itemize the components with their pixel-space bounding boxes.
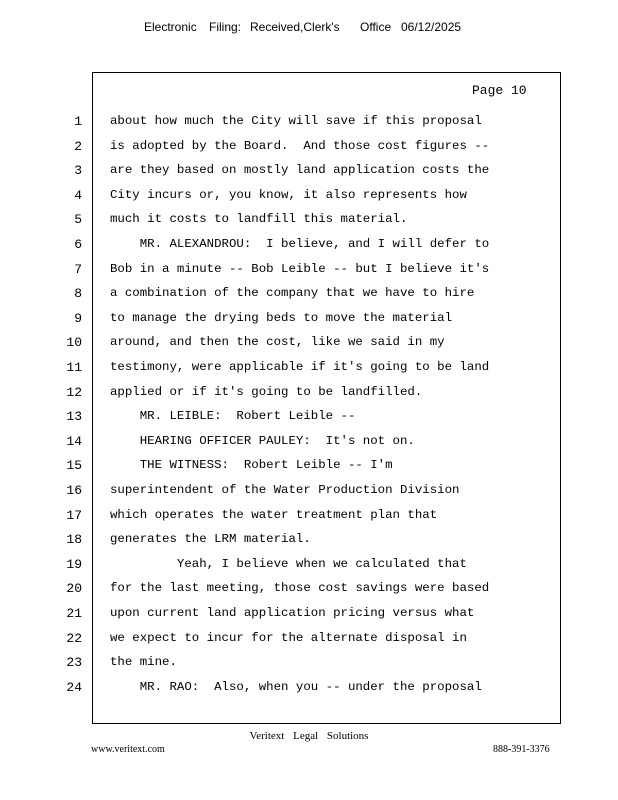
- line-number: 6: [74, 237, 82, 252]
- transcript-line: much it costs to landfill this material.: [110, 212, 408, 226]
- line-number: 11: [66, 360, 82, 375]
- line-number: 17: [66, 508, 82, 523]
- footer-phone: 888-391-3376: [493, 744, 550, 755]
- line-number: 9: [74, 311, 82, 326]
- line-number: 10: [66, 335, 82, 350]
- page-number: Page 10: [472, 83, 527, 98]
- transcript-line: testimony, were applicable if it's going to be land: [110, 360, 490, 374]
- filing-stamp-word: Received,Clerk's: [250, 20, 340, 34]
- transcript-line: City incurs or, you know, it also represents how: [110, 188, 467, 202]
- transcript-line: about how much the City will save if this proposal: [110, 114, 482, 128]
- transcript-line: a combination of the company that we have to hire: [110, 286, 475, 300]
- line-number: 13: [66, 409, 82, 424]
- transcript-line: for the last meeting, those cost savings were based: [110, 581, 490, 595]
- filing-stamp-word: Electronic: [144, 20, 197, 34]
- transcript-line: Yeah, I believe when we calculated that: [110, 557, 467, 571]
- transcript-line: Bob in a minute -- Bob Leible -- but I believe it's: [110, 262, 490, 276]
- transcript-line: we expect to incur for the alternate disposal in: [110, 631, 467, 645]
- line-number: 2: [74, 139, 82, 154]
- line-number: 14: [66, 434, 82, 449]
- filing-stamp-date: 06/12/2025: [401, 20, 462, 34]
- line-number: 3: [74, 163, 82, 178]
- transcript-line: to manage the drying beds to move the material: [110, 311, 453, 325]
- transcript-line: which operates the water treatment plan that: [110, 508, 438, 522]
- transcript-line: MR. RAO: Also, when you -- under the proposal: [110, 680, 482, 694]
- filing-stamp-word: Office: [360, 20, 392, 34]
- line-number: 18: [66, 532, 82, 547]
- line-number: 15: [66, 458, 82, 473]
- transcript-line: upon current land application pricing versus what: [110, 606, 475, 620]
- line-number: 21: [66, 606, 82, 621]
- line-number: 22: [66, 631, 82, 646]
- transcript-line: THE WITNESS: Robert Leible -- I'm: [110, 458, 393, 472]
- transcript-line: are they based on mostly land application costs the: [110, 163, 490, 177]
- line-number: 8: [74, 286, 82, 301]
- line-number: 20: [66, 581, 82, 596]
- transcript-line: the mine.: [110, 655, 177, 669]
- line-number: 16: [66, 483, 82, 498]
- transcript-line: MR. ALEXANDROU: I believe, and I will defer to: [110, 237, 490, 251]
- transcript-line: around, and then the cost, like we said in my: [110, 335, 445, 349]
- line-number: 24: [66, 680, 82, 695]
- transcript-line: superintendent of the Water Production Division: [110, 483, 460, 497]
- transcript-line: applied or if it's going to be landfilled.: [110, 385, 423, 399]
- footer-company: Veritext Legal Solutions: [249, 730, 369, 742]
- transcript-line: HEARING OFFICER PAULEY: It's not on.: [110, 434, 415, 448]
- line-number: 7: [74, 262, 82, 277]
- transcript-line: is adopted by the Board. And those cost figures --: [110, 139, 490, 153]
- line-number: 1: [74, 114, 82, 129]
- footer-website: www.veritext.com: [91, 744, 165, 755]
- filing-stamp-header: [0, 20, 618, 38]
- line-number: 19: [66, 557, 82, 572]
- line-number: 4: [74, 188, 82, 203]
- transcript-line: MR. LEIBLE: Robert Leible --: [110, 409, 356, 423]
- line-number: 12: [66, 385, 82, 400]
- line-number: 23: [66, 655, 82, 670]
- line-number: 5: [74, 212, 82, 227]
- filing-stamp-word: Filing:: [209, 20, 242, 34]
- transcript-line: generates the LRM material.: [110, 532, 311, 546]
